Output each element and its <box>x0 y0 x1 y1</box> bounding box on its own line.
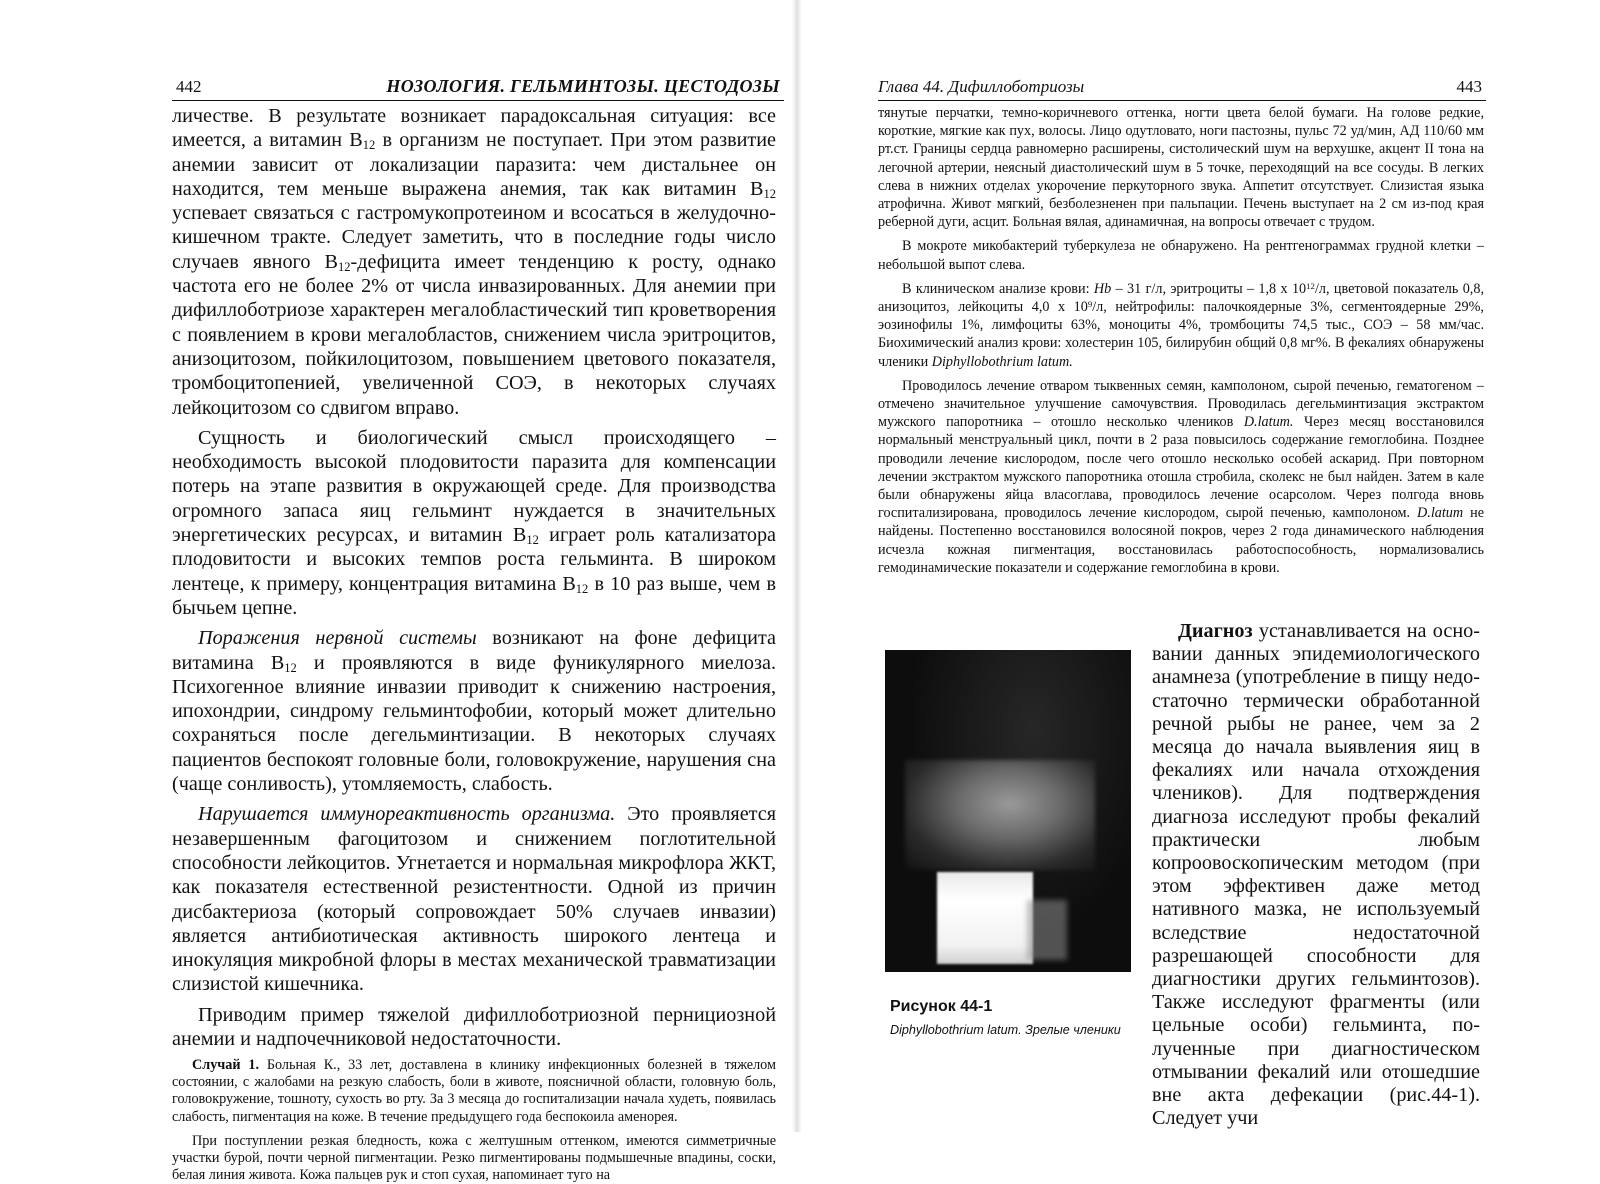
paragraph-case-1: Случай 1. Больная К., 33 лет, доставлена в клинику инфекционных болезней в тяжелом состоянии, с жалобами на резкую слабость, боли в животе, поясничной области, головную боль, головокружение, тошноту, сухость во рту. За 3 месяца до госпитализации начала худеть, появилась слабость, пигментация на коже. В течение предыдущего года беспокоила аменорея. <box>172 1057 776 1125</box>
right-running-title: Глава 44. Дифиллоботриозы <box>878 77 1085 96</box>
paragraph-immunoreactivity: Нарушается иммунореактивность организма. Это проявляется незавершенным фагоцитозом и снижением поглотительной способности лейкоцитов. Угнетается и нормальная микрофлора ЖКТ, как показателя естественной резистентности. Одной из причин дисбактериоза (который сопровождает 50% случаев инвазии) является антибиотическая активность широкого лентеца и инокуляция микробной флоры в местах механической травматизации слизистой кишечника. <box>172 803 776 996</box>
figure-photo-mature-proglottids <box>885 650 1131 972</box>
paragraph-example-intro: Приводим пример тяжелой дифиллоботриозной пернициозной анемии и надпочечниковой недостаточности. <box>172 1003 776 1050</box>
figure-caption-title: Рисунок 44-1 <box>890 998 993 1015</box>
paragraph-admission: При поступлении резкая бледность, кожа с желтушным оттенком, имеются симметричные участки бурой, почти черной пигментации. Резко пигментированы подмышечные впадины, соски, белая линия живота. Кожа пальцев рук и стоп сухая, напоминает туго на <box>172 1132 776 1183</box>
paragraph-nervous-system: Поражения нервной системы возникают на фоне дефицита витамина $B_{12}$ и проявляются в виде фуникулярного миелоза. Психогенное влияние инвазии приводит к снижению настроения, ипохондрии, синдрому гельминтофобии, который может длительно сохраняться после дегельминтизации. В некоторых случаях пациентов беспокоят головные боли, головокружение, нарушения сна (чаще сонливость), утомляемость, слабость. <box>172 627 776 796</box>
paragraph-diagnosis: Диагноз устанавливается на основании данных эпидемиологического анамнеза (употребление в пищу недостаточно термически обработанной речной рыбы не ранее, чем за 2 месяца до начала выявления яиц в фекалиях или начала отхождения члеников). Для подтверждения диагноза исследуют пробы фекалий практически любым копроовоскопическим методом (при этом эффективен даже метод нативного мазка, не используемый вследствие недостаточной разрешающей способности для диагностики других гельминтозов). Также исследуют фрагменты (или цельные особи) гельминта, полученные при диагностическом отмывании фекалий или отошедшие вне акта дефекации (рис.44-1). Следует учи <box>1152 620 1480 1130</box>
left-running-header <box>172 74 784 101</box>
left-page <box>0 0 800 1183</box>
paragraph-sputum: В мокроте микобактерий туберкулеза не обнаружено. На рентгенограммах грудной клетки – небольшой выпот слева. <box>878 238 1484 273</box>
right-page-number: 443 <box>1456 77 1482 96</box>
figure-caption-text: Diphyllobothrium latum. Зрелые членики <box>890 1023 1121 1037</box>
paragraph-anemia: личестве. В результате возникает парадоксальная ситуация: все имеется, а витамин $B_{12}$ в организм не поступает. При этом развитие анемии зависит от локализации паразита: чем дистальнее он находится, тем меньше выражена анемия, так как витамин $B_{12}$ успевает связаться с гастромукопротеином и всосаться в желудочно-кишечном тракте. Следует заметить, что в последние годы число случаев явного $B_{12}$-дефицита имеет тенденцию к росту, однако частота его не более 2% от числа инвазированных. Для анемии при дифиллоботриозе характерен мегалобластический тип кроветворения с появлением в крови мегалобластов, снижением числа эритроцитов, анизоцитозом, пойкилоцитозом, повышением цветового показателя, тромбоцитопенией, увеличенной СОЭ, в некоторых случаях лейкоцитозом со сдвигом вправо. <box>172 105 776 419</box>
left-body-text <box>172 104 776 1184</box>
paragraph-treatment: Проводилось лечение отваром тыквенных семян, камполоном, сырой печенью, гематогеном – отмечено значительное улучшение самочувствия. Проводилась дегельминтизация экстрактом мужского папоротника – отошло несколько члеников D.latum. Через месяц восстановился нормальный менструальный цикл, почти в 2 раза повысилось содержание гемоглобина. Позднее проводили лечение кислородом, после чего отошло несколько особей аскарид. При повторном лечении экстрактом мужского папоротника отошла стробила, сколекс не был найден. Затем в кале были обнаружены яйца власоглава, проводилось лечение осарсолом. Через полгода вновь госпитализирована, проводилось лечение кислородом, сырой печенью, камполоном. D.latum не найдены. Постепенно восстановился волосяной покров, через 2 года динамического наблюдения исчезла кожная пигментация, восстановилась работоспособность, нормализовались гемодинамические показатели и содержание гемоглобина в крови. <box>878 377 1484 576</box>
paragraph-biological-meaning: Сущность и биологический смысл происходящего – необходимость высокой плодовитости паразита для компенсации потерь на этапе развития в окружающей среде. Для производства огромного запаса яиц гельминт нуждается в значительных энергетических ресурсах, и витамин $B_{12}$ играет роль катализатора плодовитости и высоких темпов роста гельминта. В широком лентеце, к примеру, концентрация витамина $B_{12}$ в 10 раз выше, чем в бычьем цепне. <box>172 426 776 619</box>
right-running-header <box>878 74 1486 101</box>
paragraph-blood-analysis: В клиническом анализе крови: Hb – 31 г/л, эритроциты – 1,8 х $10^{12}/л$, цветовой показатель 0,8, анизоцитоз, лейкоциты 4,0 х $10^9/л$, нейтрофилы: палочкоядерные 3%, сегментоядерные 29%, эозинофилы 1%, лимфоциты 63%, моноциты 4%, тромбоциты 74,5 тыс., СОЭ – 58 мм/час. Биохимический анализ крови: холестерин 105, билирубин общий 0,8 мг%. В фекалиях обнаружены членики Diphyllobothrium latum. <box>878 280 1484 370</box>
paragraph-examination: тянутые перчатки, темно-коричневого оттенка, ногти цвета белой бумаги. На голове редкие, короткие, мягкие как пух, волосы. Лицо одутловато, ноги пастозны, пульс 72 уд/мин, АД 110/60 мм рт.ст. Границы сердца равномерно расширены, систолический шум на верхушке, акцент II тона на легочной артерии, неясный диастолический шум в 5 точке, переходящий на все сосуды. В легких слева в нижних отделах укорочение перкуторного звука. Аппетит отсутствует. Слизистая языка атрофична. Живот мягкий, безболезненен при пальпации. Печень выступает на 2 см из-под края реберной дуги, асцит. Больная вялая, адинамичная, на вопросы отвечает с трудом. <box>878 105 1484 231</box>
left-running-title: НОЗОЛОГИЯ. ГЕЛЬМИНТОЗЫ. ЦЕСТОДОЗЫ <box>386 76 780 96</box>
left-page-number: 442 <box>176 77 202 96</box>
right-body-text <box>878 104 1484 577</box>
